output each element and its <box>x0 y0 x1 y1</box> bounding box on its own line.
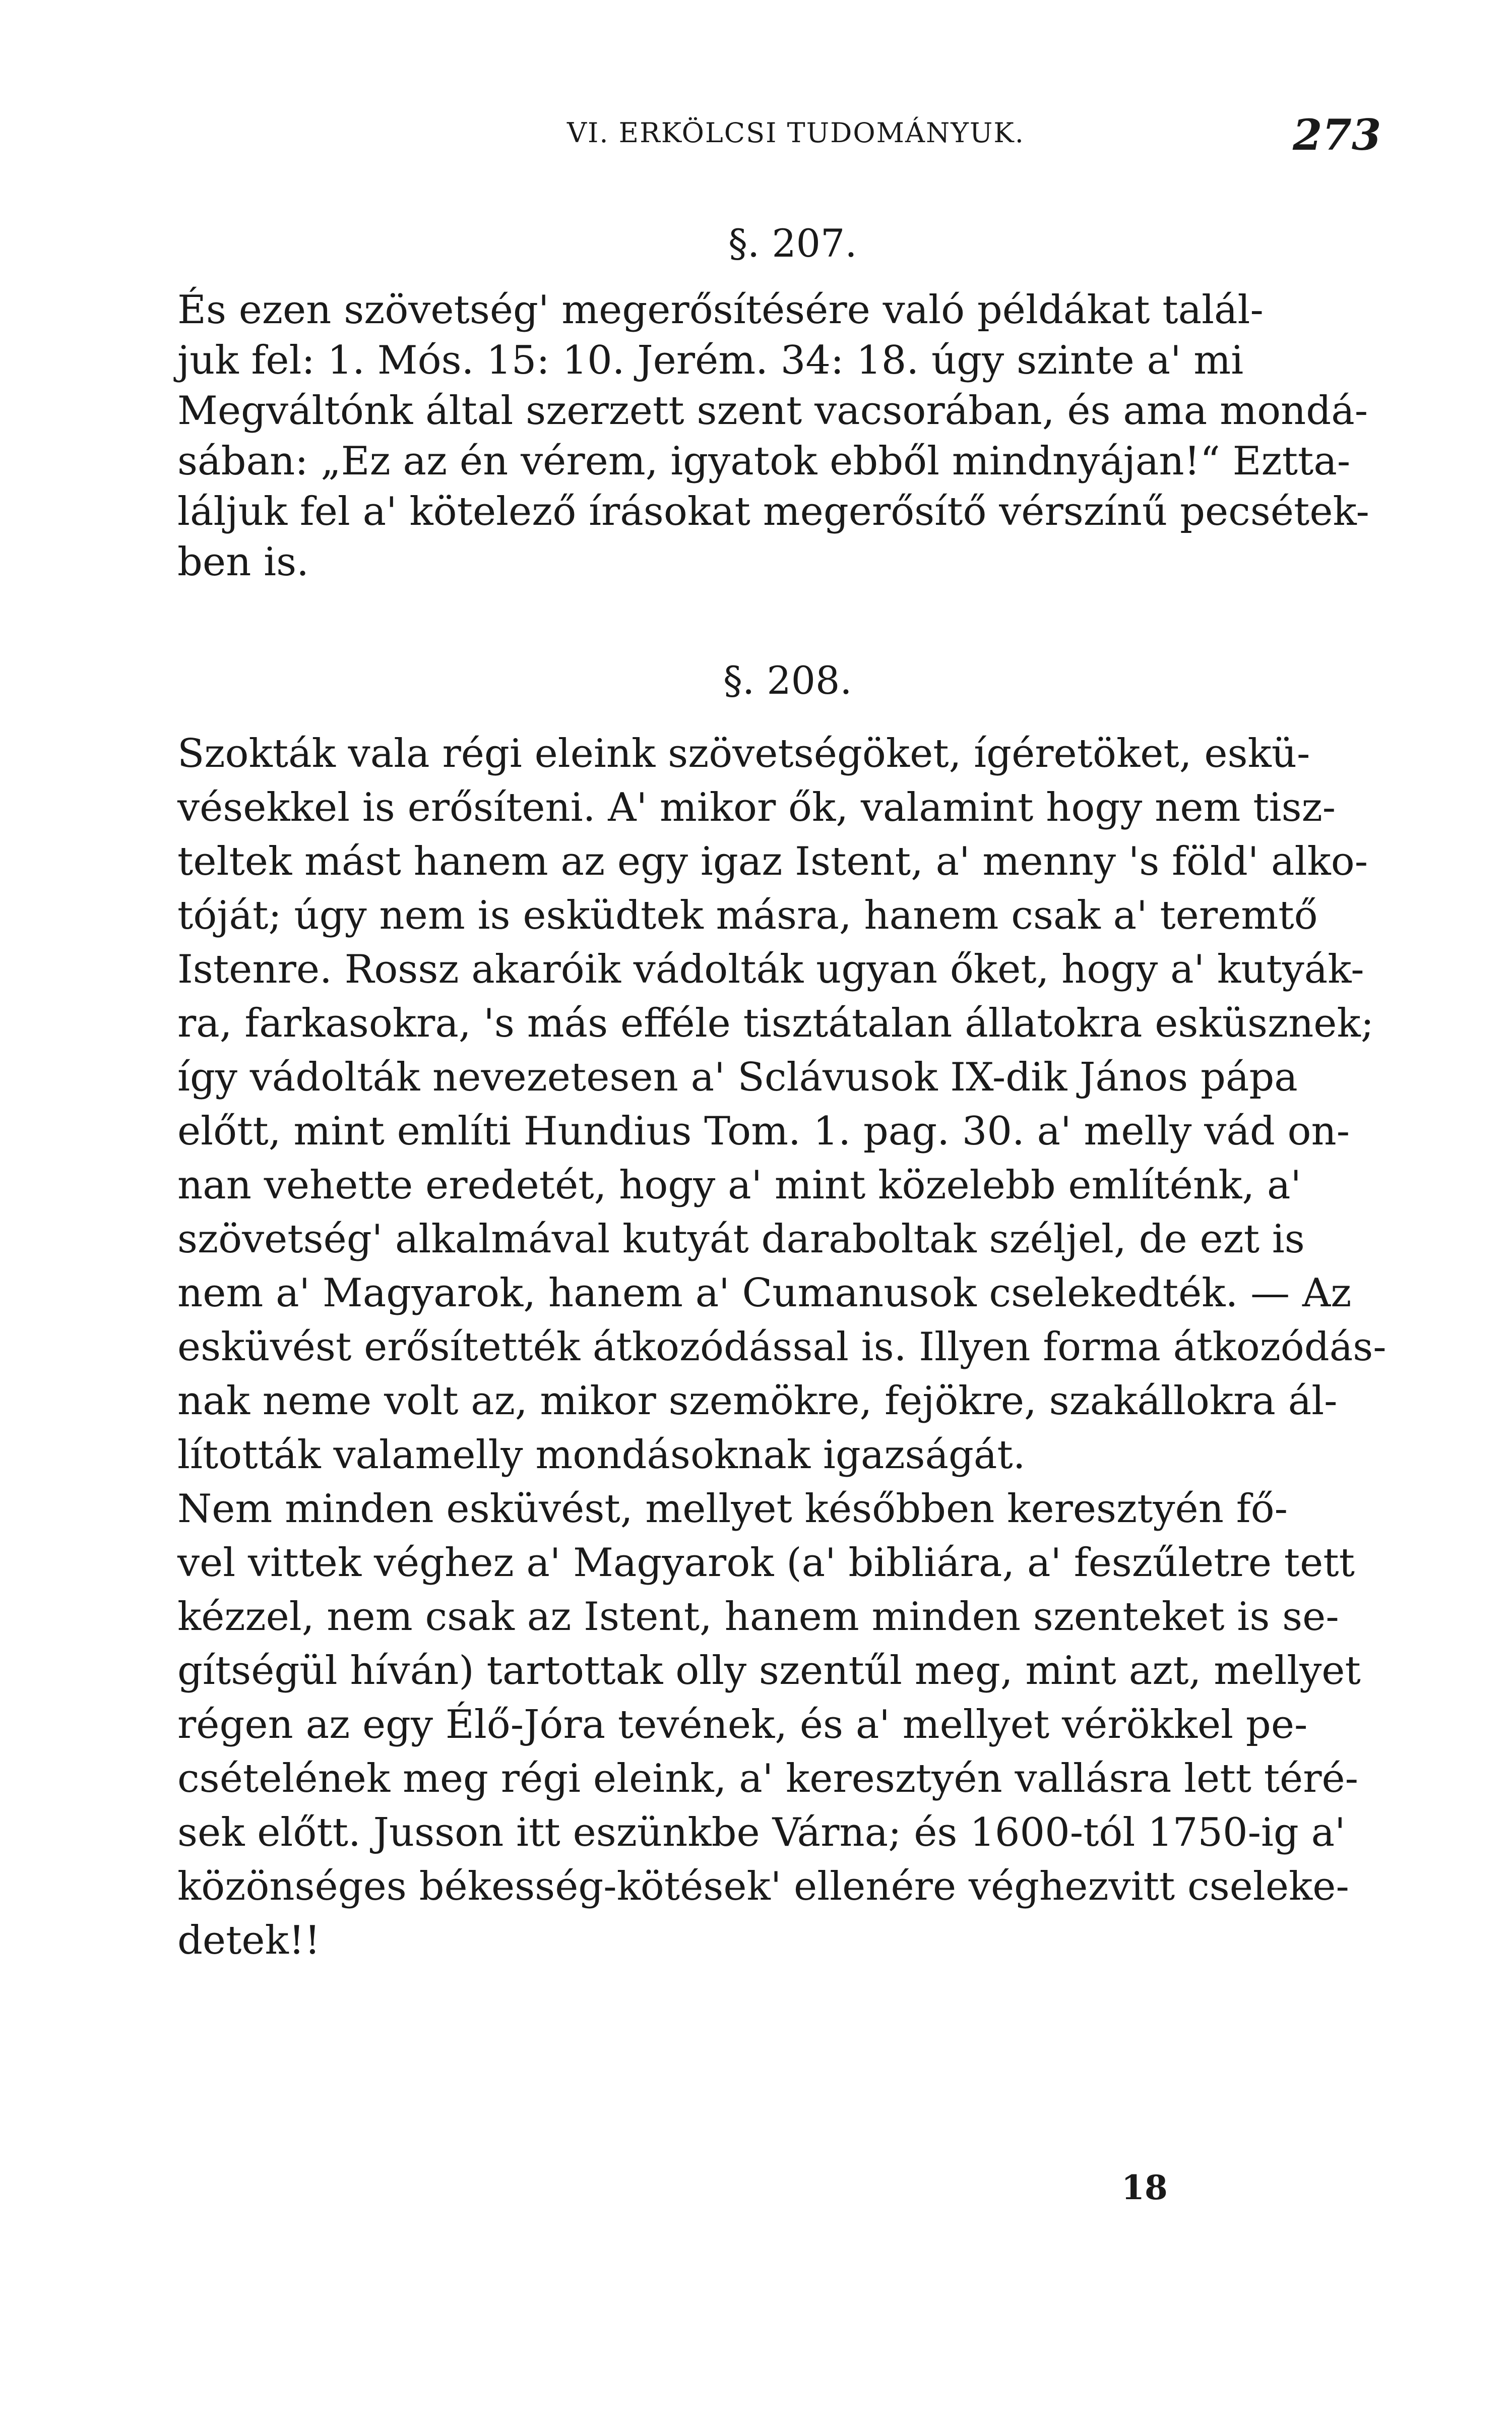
section-208-line: régen az egy Élő-Jóra tevének, és a' mellyet vérökkel pe- <box>177 1702 1308 1747</box>
section-208-line: kézzel, nem csak az Istent, hanem minden szenteket is se- <box>177 1594 1339 1640</box>
section-207-line: És ezen szövetség' megerősítésére való példákat talál- <box>177 287 1264 333</box>
section-208-line: Istenre. Rossz akaróik vádolták ugyan őket, hogy a' kutyák- <box>177 947 1364 992</box>
signature-mark: 18 <box>1121 2168 1168 2207</box>
section-208-line: vel vittek véghez a' Magyarok (a' bibliára, a' feszűletre tett <box>177 1540 1355 1586</box>
section-208-line: csételének meg régi eleink, a' keresztyén vallásra lett téré- <box>177 1756 1359 1801</box>
section-208-heading: §. 208. <box>723 658 852 703</box>
section-207-line: juk fel: 1. Mós. 15: 10. Jerém. 34: 18. úgy szinte a' mi <box>177 338 1244 383</box>
section-208-line: detek!! <box>177 1918 321 1963</box>
section-208-line: esküvést erősítették átkozódással is. Illyen forma átkozódás- <box>177 1324 1387 1370</box>
section-208-line: nak neme volt az, mikor szemökre, fejökre, szakállokra ál- <box>177 1378 1338 1424</box>
section-208-line: teltek mást hanem az egy igaz Istent, a' menny 's föld' alko- <box>177 839 1368 884</box>
section-208-line: ra, farkasokra, 's más efféle tisztátalan állatokra esküsznek; <box>177 1001 1374 1046</box>
section-208-line: gítségül híván) tartottak olly szentűl meg, mint azt, mellyet <box>177 1648 1361 1693</box>
section-208-line: előtt, mint említi Hundius Tom. 1. pag. 30. a' melly vád on- <box>177 1109 1350 1154</box>
page-number: 273 <box>1293 110 1381 160</box>
section-208-line: így vádolták nevezetesen a' Sclávusok IX-dik János pápa <box>177 1055 1298 1100</box>
section-207-line: sában: „Ez az én vérem, igyatok ebből mindnyájan!“ Eztta- <box>177 439 1351 484</box>
section-208-line: nan vehette eredetét, hogy a' mint közelebb említénk, a' <box>177 1163 1301 1208</box>
section-208-line: szövetség' alkalmával kutyát daraboltak széljel, de ezt is <box>177 1217 1305 1262</box>
section-208-line: tóját; úgy nem is esküdtek másra, hanem csak a' teremtő <box>177 893 1318 938</box>
section-208-line: lították valamelly mondásoknak igazságát. <box>177 1432 1026 1478</box>
section-207-line: láljuk fel a' kötelező írásokat megerősítő vérszínű pecsétek- <box>177 489 1369 534</box>
section-207-line: Megváltónk által szerzett szent vacsorában, és ama mondá- <box>177 388 1368 434</box>
section-207-line: ben is. <box>177 539 309 585</box>
section-208-line: Szokták vala régi eleink szövetségöket, ígéretöket, eskü- <box>177 731 1310 776</box>
section-207-heading: §. 207. <box>728 221 857 266</box>
section-208-line: vésekkel is erősíteni. A' mikor ők, valamint hogy nem tisz- <box>177 785 1336 830</box>
section-208-line: nem a' Magyarok, hanem a' Cumanusok cselekedték. — Az <box>177 1270 1352 1316</box>
section-208-line: közönséges békesség-kötések' ellenére véghezvitt cseleke- <box>177 1864 1349 1909</box>
section-208-line: Nem minden esküvést, mellyet későbben keresztyén fő- <box>177 1486 1288 1532</box>
running-title: VI. ERKÖLCSI TUDOMÁNYUK. <box>567 117 1025 149</box>
section-208-line: sek előtt. Jusson itt eszünkbe Várna; és 1600-tól 1750-ig a' <box>177 1810 1346 1855</box>
